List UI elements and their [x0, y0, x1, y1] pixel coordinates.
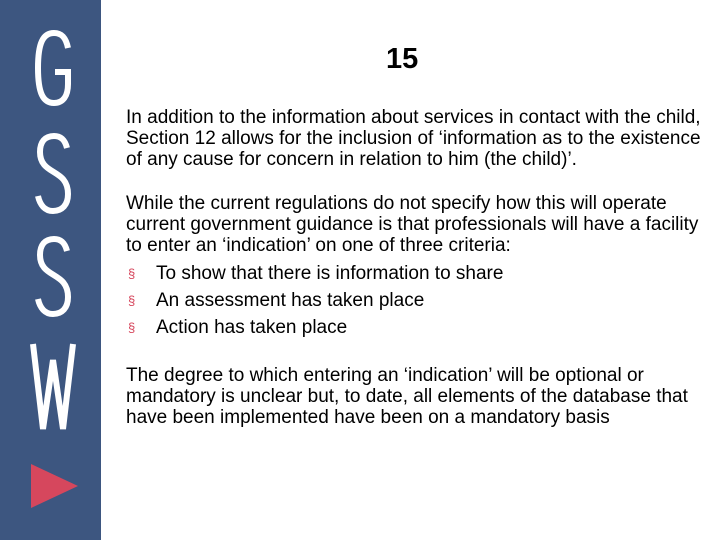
list-item [126, 314, 706, 341]
list-item-text: To show that there is information to share [156, 263, 504, 284]
gssw-logo [0, 0, 101, 540]
list-item [126, 287, 706, 314]
paragraph-indication-degree: The degree to which entering an ‘indication’ will be optional or mandatory is unclear but, to date, all elements of the database that have been implemented have been on a mandatory basis [126, 365, 688, 428]
sidebar [0, 0, 101, 540]
slide-body [126, 107, 706, 428]
list-item-text: Action has taken place [156, 317, 348, 338]
list-item-text: An assessment has taken place [156, 290, 425, 311]
play-triangle-icon [31, 464, 78, 508]
logo-letter-s-1 [38, 136, 68, 211]
logo-letter-w [33, 344, 73, 429]
section-bullet-icon: § [128, 266, 136, 281]
paragraph-current-regulations: While the current regulations do not specify how this will operate current government guidance is that professionals will have a facility to enter an ‘indication’ on one of three criteria: [126, 193, 699, 256]
list-item [126, 260, 706, 287]
logo-letter-g [38, 33, 68, 103]
section-bullet-icon: § [128, 293, 136, 308]
criteria-list [126, 260, 706, 341]
section-bullet-icon: § [128, 320, 136, 335]
logo-letter-s-2 [38, 239, 68, 314]
paragraph-section-12: In addition to the information about services in contact with the child, Section 12 allows for the inclusion of ‘information as to the existence of any cause for concern in relation to him (the child)’. [126, 107, 701, 170]
slide-title: 15 [386, 43, 419, 75]
